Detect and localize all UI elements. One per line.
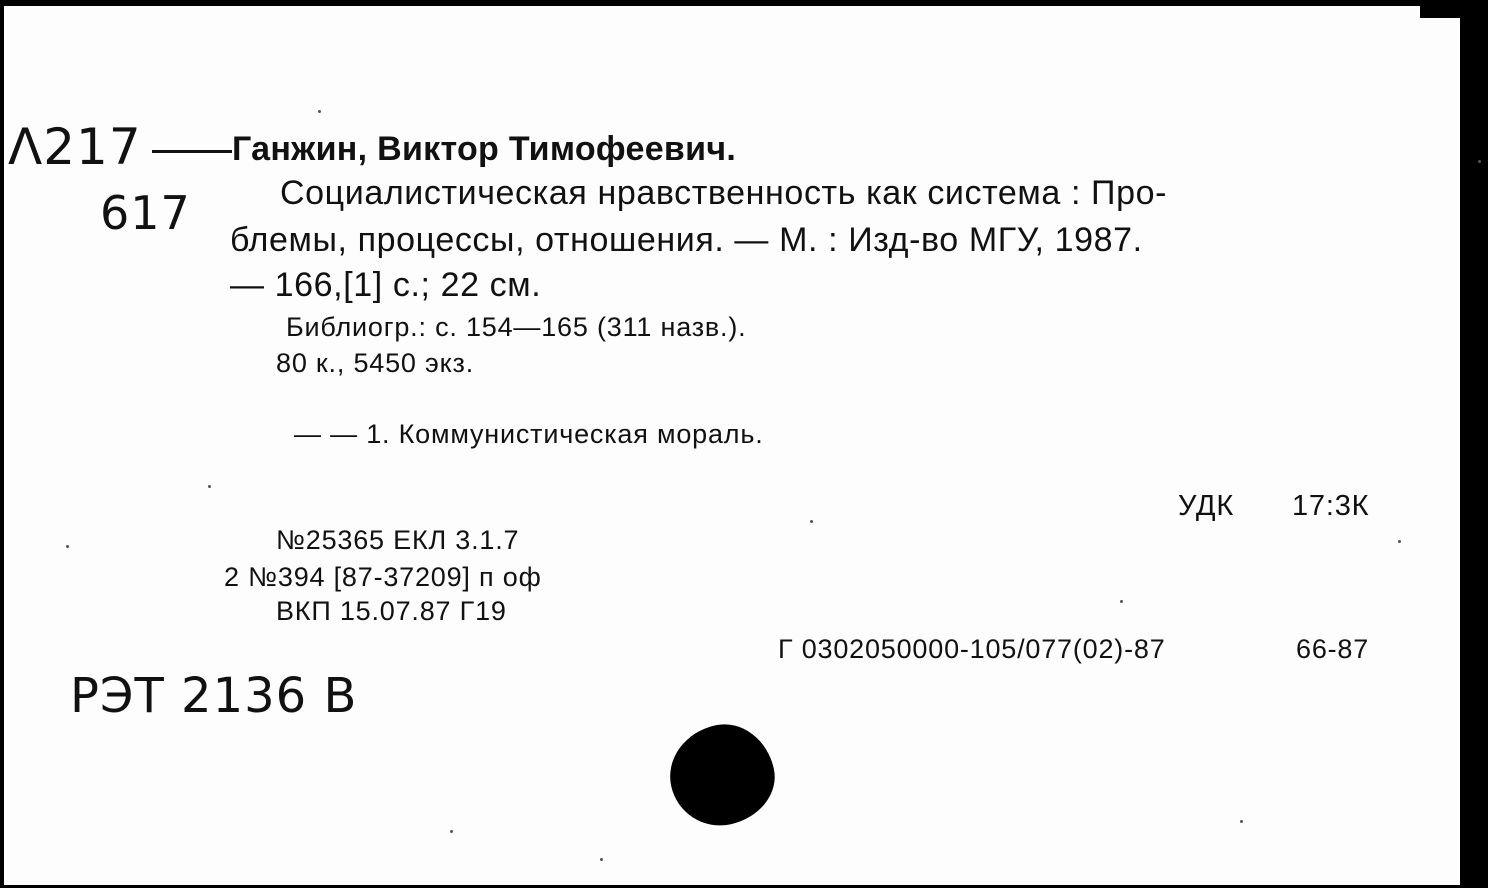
registration-line-2: 2 №394 [87-37209] п оф	[224, 562, 542, 592]
scan-speck	[1240, 820, 1243, 823]
registration-line-3: ВКП 15.07.87 Г19	[276, 596, 507, 626]
subject-heading: — — 1. Коммунистическая мораль.	[294, 419, 764, 449]
scan-speck	[600, 858, 603, 861]
card-top-edge	[0, 0, 1488, 6]
physical-description: — 166,[1] с.; 22 см.	[230, 266, 542, 304]
scan-speck	[318, 110, 321, 113]
scan-speck	[208, 485, 211, 488]
scan-speck	[1478, 160, 1481, 163]
catalog-code: Г 0302050000-105/077(02)-87	[778, 634, 1166, 664]
handwritten-note: РЭТ 2136 В	[70, 668, 358, 724]
call-number-line2: 617	[100, 186, 191, 240]
udc-value: 17:3К	[1292, 490, 1370, 522]
scan-speck	[1398, 540, 1401, 543]
punch-hole	[661, 715, 784, 834]
scan-speck	[810, 520, 813, 523]
price-copies-note: 80 к., 5450 экз.	[276, 348, 474, 378]
call-number-line1: Λ217	[8, 118, 142, 176]
title-line-1: Социалистическая нравственность как система : Про-	[280, 174, 1168, 212]
card-left-edge	[0, 0, 4, 888]
title-line-2: блемы, процессы, отношения. — М. : Изд-во МГУ, 1987.	[230, 221, 1143, 259]
udc-label: УДК	[1178, 490, 1235, 522]
card-top-right-edge	[1420, 0, 1460, 18]
author-heading: Ганжин, Виктор Тимофеевич.	[232, 130, 737, 168]
card-right-edge	[1460, 0, 1488, 888]
bibliography-note: Библиогр.: с. 154—165 (311 назв.).	[286, 312, 747, 342]
scan-speck	[450, 830, 453, 833]
call-number-underline	[152, 150, 232, 153]
scan-speck	[66, 545, 69, 548]
scan-speck	[1120, 600, 1123, 603]
catalog-number: 66-87	[1296, 634, 1370, 664]
registration-line-1: №25365 ЕКЛ 3.1.7	[276, 525, 520, 555]
